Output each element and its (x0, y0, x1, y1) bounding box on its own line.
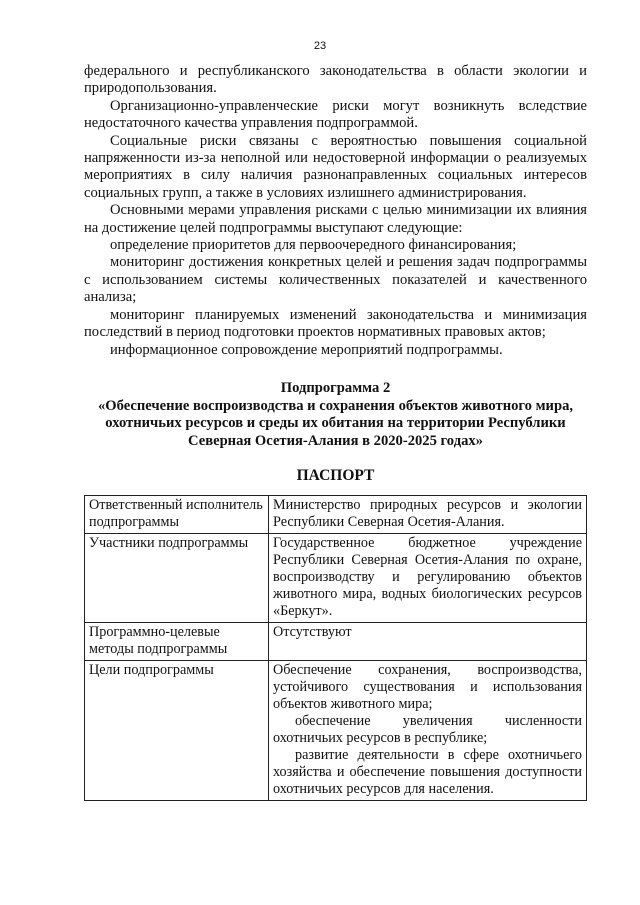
row-value (269, 623, 587, 661)
list-item: определение приоритетов для первоочередного финансирования; (110, 237, 517, 254)
row-value (269, 534, 587, 623)
passport-title: ПАСПОРТ (296, 467, 375, 484)
page-number: 23 (313, 40, 327, 52)
value-text: Отсутствуют (273, 624, 352, 640)
paragraph: Организационно-управленческие риски могут возникнуть вследствие недостаточного качества управления подпрограммой. (84, 97, 587, 132)
row-value (269, 661, 587, 801)
table-row (85, 623, 587, 661)
subprogram-heading (84, 380, 587, 450)
passport-table (84, 495, 587, 801)
table-row (85, 496, 587, 534)
row-label: Программно-целевые методы подпрограммы (85, 623, 269, 661)
subprogram-title-line: «Обеспечение воспроизводства и сохранения объектов животного мира, (97, 397, 574, 414)
subprogram-title-line: охотничьих ресурсов и среды их обитания на территории Республики (105, 415, 566, 432)
body-text (84, 63, 587, 359)
paragraph: федерального и республиканского законодательства в области экологии и природопользования. (84, 63, 587, 97)
value-text: обеспечение увеличения численности охотничьих ресурсов в республике; (273, 713, 582, 746)
row-label: Ответственный исполнитель подпрограммы (85, 496, 269, 534)
subprogram-title-line: Северная Осетия-Алания в 2020-2025 годах» (188, 432, 483, 449)
subprogram-number: Подпрограмма 2 (280, 380, 391, 396)
row-value (269, 496, 587, 534)
value-text: Обеспечение сохранения, воспроизводства, устойчивого существования и использования объектов животного мира; (273, 662, 582, 712)
list-item: мониторинг достижения конкретных целей и решения задач подпрограммы с использованием системы количественных показателей и качественного анализа; (84, 254, 587, 306)
paragraph: Социальные риски связаны с вероятностью повышения социальной напряженности из-за неполной или недостоверной информации о реализуемых мероприятиях в силу наличия разнонаправленных социальных интересов социальных групп, а также в условиях излишнего администрирования. (84, 132, 587, 201)
row-label: Участники подпрограммы (85, 534, 269, 623)
list-item: мониторинг планируемых изменений законодательства и минимизация последствий в период подготовки проектов нормативных правовых актов; (84, 306, 587, 341)
list-item: информационное сопровождение мероприятий подпрограммы. (110, 341, 503, 358)
table-row (85, 534, 587, 623)
value-text: Министерство природных ресурсов и экологии Республики Северная Осетия-Алания. (273, 497, 582, 530)
value-text: развитие деятельности в сфере охотничьего хозяйства и обеспечение повышения доступности охотничьих ресурсов для населения. (273, 747, 582, 797)
value-text: Государственное бюджетное учреждение Республики Северная Осетия-Алания по охране, воспроизводству и регулированию объектов животного мира, водных биологических ресурсов «Беркут». (273, 535, 582, 619)
paragraph: Основными мерами управления рисками с целью минимизации их влияния на достижение целей подпрограммы выступают следующие: (84, 202, 587, 236)
table-row (85, 661, 587, 801)
row-label: Цели подпрограммы (85, 661, 269, 801)
